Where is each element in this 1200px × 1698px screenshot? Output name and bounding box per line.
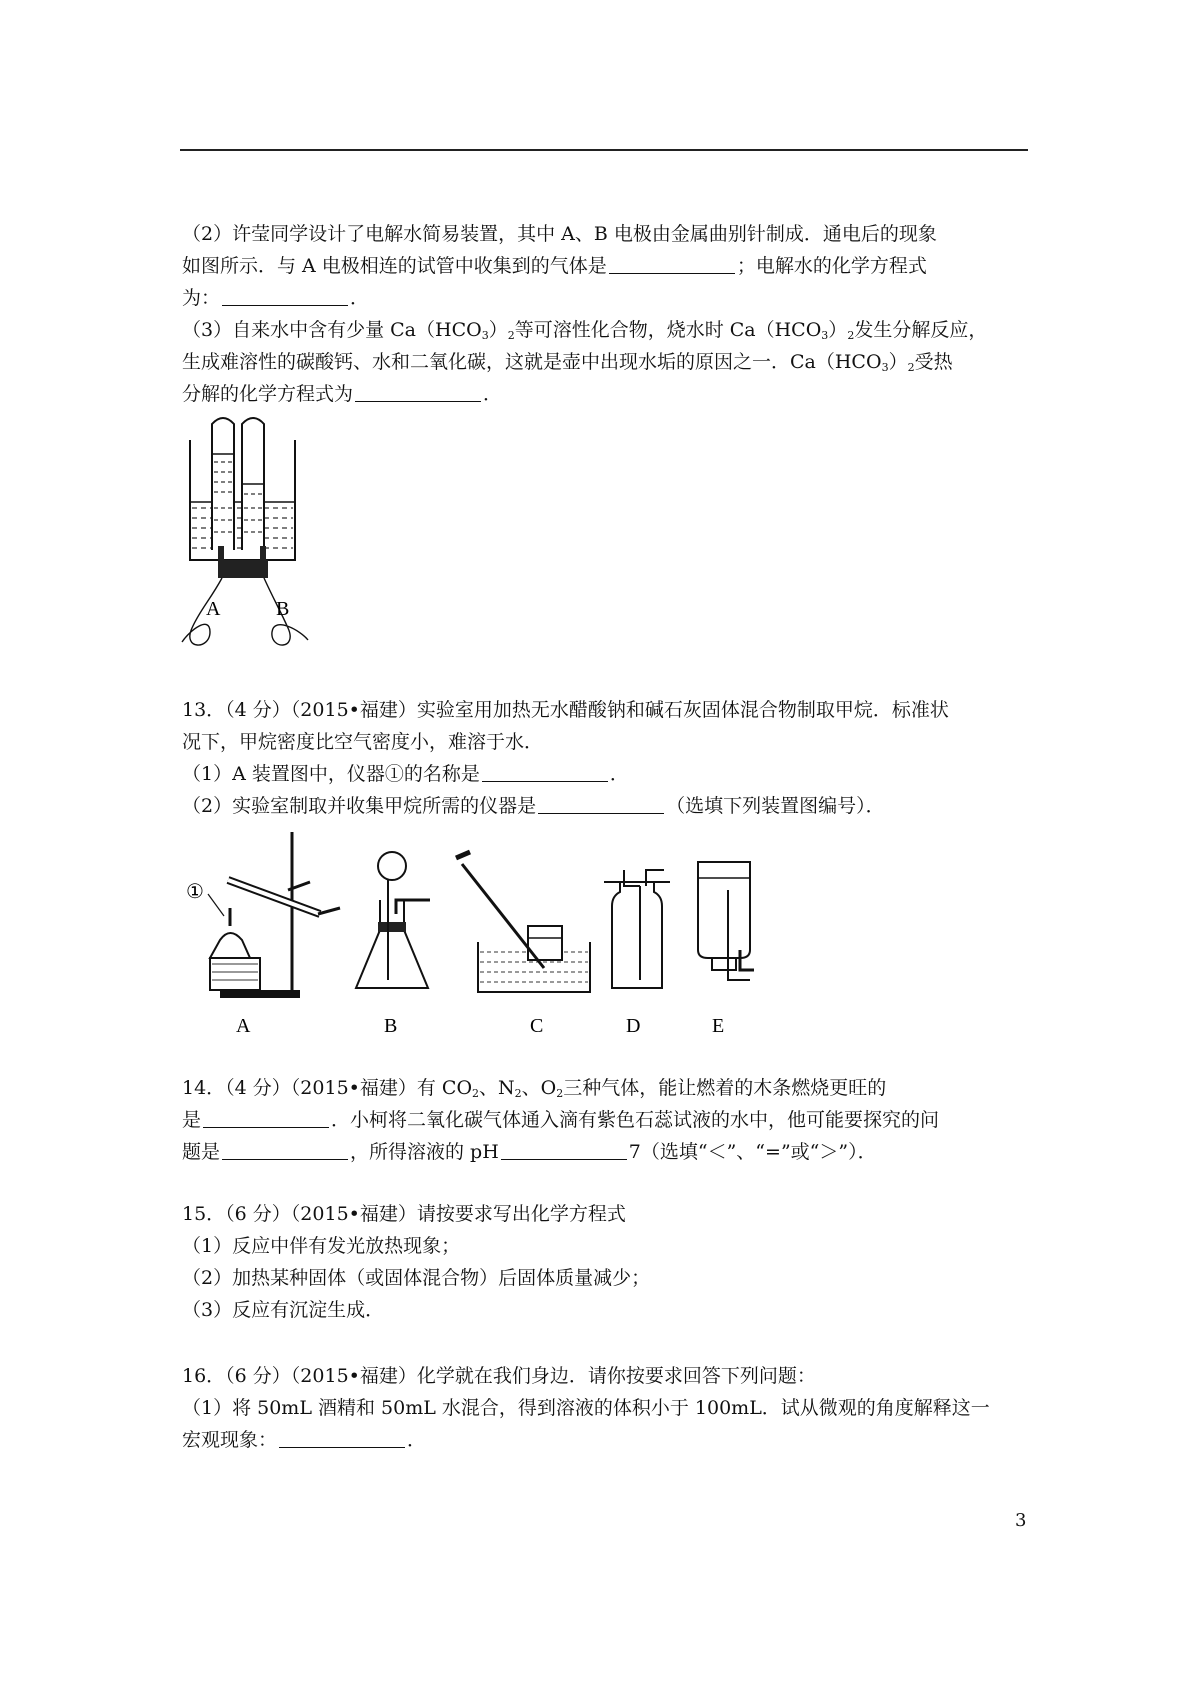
q14-text (182, 1072, 1028, 1168)
text: 宏观现象： (182, 1429, 278, 1451)
apparatus-c (456, 852, 590, 1037)
text: ． (407, 1429, 427, 1451)
q13-text (182, 694, 1028, 822)
label-e: E (712, 1015, 725, 1037)
text: 分解的化学方程式为 (182, 383, 354, 405)
subscript: 2 (556, 1087, 564, 1100)
text: ． (350, 287, 370, 309)
q12-text (182, 218, 1028, 410)
q13-line1: 13．（4 分）（2015•福建）实验室用加热无水醋酸钠和碱石灰固体混合物制取甲烷．标准状 (182, 699, 949, 721)
text: ） (828, 319, 848, 341)
label-a: A (236, 1015, 251, 1037)
answer-blank[interactable] (222, 1139, 348, 1160)
answer-blank[interactable] (609, 253, 735, 274)
text: 是 (182, 1109, 202, 1131)
q14-line2 (182, 1104, 1028, 1136)
page-number: 3 (1015, 1510, 1027, 1531)
electrolysis-figure (180, 410, 340, 660)
q15-line2: （1）反应中伴有发光放热现象； (182, 1235, 461, 1257)
q16-line2: （1）将 50mL 酒精和 50mL 水混合，得到溶液的体积小于 100mL．试从微观的角度解释这一 (182, 1397, 990, 1419)
q12-p2-line3 (182, 282, 1028, 314)
text: 三种气体，能让燃着的木条燃烧更旺的 (563, 1077, 887, 1099)
q13-line4 (182, 790, 1028, 822)
label-d: D (626, 1015, 641, 1037)
answer-blank[interactable] (355, 381, 481, 402)
answer-blank[interactable] (279, 1427, 405, 1448)
answer-blank[interactable] (501, 1139, 627, 1160)
electrode-a-label: A (206, 598, 221, 620)
text: ） (888, 351, 908, 373)
text: ． (609, 763, 629, 785)
answer-blank[interactable] (203, 1107, 329, 1128)
text: 如图所示．与 A 电极相连的试管中收集到的气体是 (182, 255, 607, 277)
text: 题是 (182, 1141, 221, 1163)
apparatus-figure (180, 830, 840, 1040)
q12-p2-line1: （2）许莹同学设计了电解水简易装置，其中 A、B 电极由金属曲别针制成．通电后的现象 (182, 223, 937, 245)
q16-line3 (182, 1424, 1028, 1456)
answer-blank[interactable] (538, 793, 664, 814)
text: ． (483, 383, 503, 405)
text: 、O (521, 1077, 557, 1099)
apparatus-b (356, 852, 430, 1037)
text: ．小柯将二氧化碳气体通入滴有紫色石蕊试液的水中，他可能要探究的问 (331, 1109, 940, 1131)
q13-line2: 况下，甲烷密度比空气密度小，难溶于水． (182, 731, 544, 753)
q12-p3-line2 (182, 346, 1028, 378)
apparatus-d (604, 870, 670, 1037)
text: 生成难溶性的碳酸钙、水和二氧化碳，这就是壶中出现水垢的原因之一．Ca（HCO (182, 351, 882, 373)
text: ；电解水的化学方程式 (736, 255, 927, 277)
text: （1）A 装置图中，仪器①的名称是 (182, 763, 480, 785)
q15-line4: （3）反应有沉淀生成． (182, 1299, 385, 1321)
answer-blank[interactable] (482, 761, 608, 782)
apparatus-e (698, 862, 754, 1037)
text: 、N (479, 1077, 515, 1099)
q15-line3: （2）加热某种固体（或固体混合物）后固体质量减少； (182, 1267, 651, 1289)
q12-p3-line3 (182, 378, 1028, 410)
text: 发生分解反应， (854, 319, 988, 341)
q14-line1 (182, 1072, 1028, 1104)
text: （2）实验室制取并收集甲烷所需的仪器是 (182, 795, 537, 817)
q15-text (182, 1198, 1028, 1326)
subscript: 2 (472, 1087, 480, 1100)
text: （3）自来水中含有少量 Ca（HCO (182, 319, 482, 341)
text: 等可溶性化合物，烧水时 Ca（HCO (514, 319, 822, 341)
q15-line1: 15．（6 分）（2015•福建）请按要求写出化学方程式 (182, 1203, 626, 1225)
subscript: 3 (481, 329, 489, 342)
subscript: 2 (507, 329, 515, 342)
text: ，所得溶液的 pH (350, 1141, 499, 1163)
text: 14．（4 分）（2015•福建）有 CO (182, 1077, 473, 1099)
apparatus-a (186, 832, 340, 1037)
subscript: 2 (514, 1087, 522, 1100)
q14-line3 (182, 1136, 1028, 1168)
q12-p2-line2 (182, 250, 1028, 282)
answer-blank[interactable] (222, 285, 348, 306)
label-c: C (530, 1015, 544, 1037)
text: ） (488, 319, 508, 341)
label-circle-1: ① (186, 881, 204, 903)
text: 受热 (914, 351, 953, 373)
q16-line1: 16．（6 分）（2015•福建）化学就在我们身边．请你按要求回答下列问题： (182, 1365, 816, 1387)
text: 7（选填“＜”、“=”或“＞”）． (628, 1141, 877, 1163)
header-rule (180, 149, 1028, 151)
electrode-b-label: B (276, 598, 290, 620)
text: （选填下列装置图编号）． (666, 795, 885, 817)
subscript: 3 (821, 329, 829, 342)
q12-p3-line1 (182, 314, 1028, 346)
q13-line3 (182, 758, 1028, 790)
subscript: 2 (847, 329, 855, 342)
subscript: 2 (907, 361, 915, 374)
subscript: 3 (881, 361, 889, 374)
text: 为： (182, 287, 221, 309)
label-b: B (384, 1015, 398, 1037)
q16-text (182, 1360, 1028, 1456)
